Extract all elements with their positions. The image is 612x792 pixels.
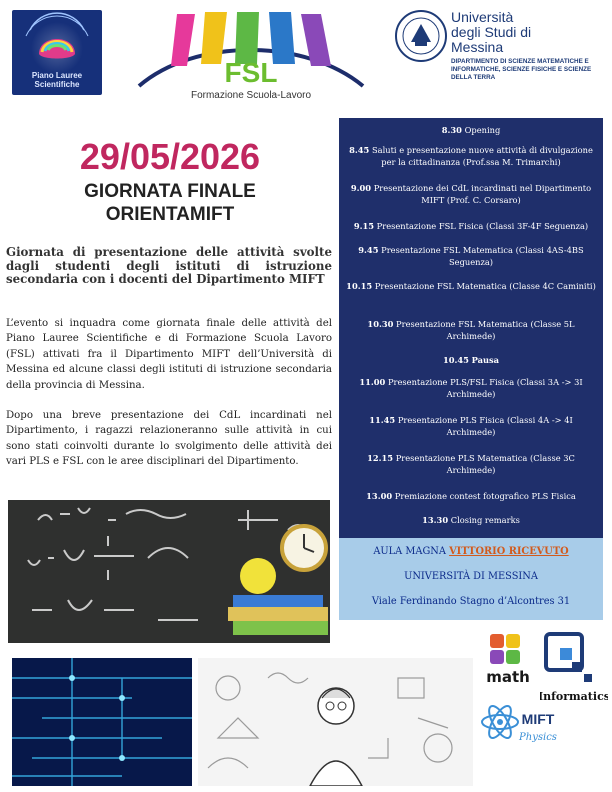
department-name: DIPARTIMENTO DI SCIENZE MATEMATICHE E INFORMATICHE, SCIENZE FISICHE E SCIENZE DELLA TERRA: [451, 58, 592, 81]
math-logo-text: math: [486, 668, 530, 686]
schedule-item: 8.30 Opening: [441, 125, 501, 135]
venue-hall: AULA MAGNA VITTORIO RICEVUTO: [373, 546, 569, 557]
venue-address: Viale Ferdinando Stagno d’Alcontres 31: [371, 596, 571, 607]
math-emblem-icon: [478, 632, 538, 687]
schedule-item: 11.00 Presentazione PLS/FSL Fisica (Classi 3A -> 3I Archimede): [359, 377, 583, 399]
informatics-emblem-icon: [540, 630, 608, 705]
circuit-image: [12, 658, 192, 786]
university-seal-icon: [395, 10, 447, 62]
schedule-item: 9.15 Presentazione FSL Fisica (Classi 3F-4F Seguenza): [353, 221, 589, 231]
schedule-item: 10.15 Presentazione FSL Matematica (Classe 4C Caminiti): [346, 281, 596, 291]
fsl-emblem-icon: [135, 8, 367, 92]
schedule-item: 13.30 Closing remarks: [422, 515, 520, 525]
university-name: Università degli Studi di Messina: [451, 9, 532, 55]
event-subtitle: Giornata di presentazione delle attività svolte dagli studenti degli istituti di istruzione secondaria con i docenti del Dipartimento MIFT: [6, 245, 332, 287]
physics-text-physics: Physics: [519, 732, 557, 743]
schedule-item: 13.00 Premiazione contest fotografico PLS Fisica: [366, 491, 576, 501]
science-doodle-illustration: [198, 658, 473, 786]
schedule-item: 11.45 Presentazione PLS Fisica (Classi 4A -> 4I Archimede): [369, 415, 573, 437]
fsl-logo: [135, 8, 367, 108]
pls-logo-text: Piano Lauree Scientifiche: [31, 71, 83, 89]
schedule-item: 10.30 Presentazione FSL Matematica (Classe 5L Archimede): [367, 319, 575, 341]
description-paragraph-2: Dopo una breve presentazione dei CdL incardinati nel Dipartimento, i ragazzi relazioneranno sulle attività in cui sono stati coinvolti durante lo svolgimento delle attività dei vari PLS e FSL con le aree disciplinari del Dipartimento.: [6, 410, 332, 468]
schedule-item: 12.15 Presentazione PLS Matematica (Classe 3C Archimede): [367, 453, 575, 475]
physics-text-mift: MIFT: [521, 711, 555, 727]
schedule-panel: [339, 118, 603, 538]
chalkboard-illustration: [8, 500, 330, 643]
physics-atom-icon: [480, 700, 562, 750]
pls-logo: [12, 10, 102, 95]
science-doodle-image: [198, 658, 473, 786]
schedule-item: 9.45 Presentazione FSL Matematica (Classi 4AS-4BS Seguenza): [358, 245, 584, 267]
fsl-subtitle: Formazione Scuola-Lavoro: [190, 90, 312, 101]
math-logo: [478, 632, 538, 687]
description-paragraph-1: L’evento si inquadra come giornata finale delle attività del Piano Lauree Scientifiche e di Formazione Scuola Lavoro (FSL) attivati fra il Dipartimento MIFT dell’Università di Messina ed alcune classi degli istituti di istruzione secondaria della provincia di Messina.: [6, 318, 332, 391]
event-date: 29/05/2026: [79, 136, 261, 177]
physics-logo: [480, 700, 562, 750]
schedule-item: 10.45 Pausa: [442, 355, 500, 365]
informatics-text: Informatics: [540, 690, 608, 703]
schedule-item: 8.45 Saluti e presentazione nuove attività di divulgazione per la cittadinanza (Prof.ssa M. Trimarchi): [349, 145, 593, 167]
informatics-logo: [540, 630, 608, 705]
schedule-item: 9.00 Presentazione dei CdL incardinati nel Dipartimento MIFT (Prof. C. Corsaro): [350, 183, 592, 205]
venue-panel: [339, 538, 603, 620]
chalkboard-photo: [8, 500, 330, 643]
event-title: GIORNATA FINALE ORIENTAMIFT: [84, 181, 256, 225]
university-logo: [395, 10, 605, 90]
circuit-illustration: [12, 658, 192, 786]
fsl-logo-text: FSL: [224, 57, 278, 88]
venue-university: UNIVERSITÀ DI MESSINA: [404, 571, 538, 582]
